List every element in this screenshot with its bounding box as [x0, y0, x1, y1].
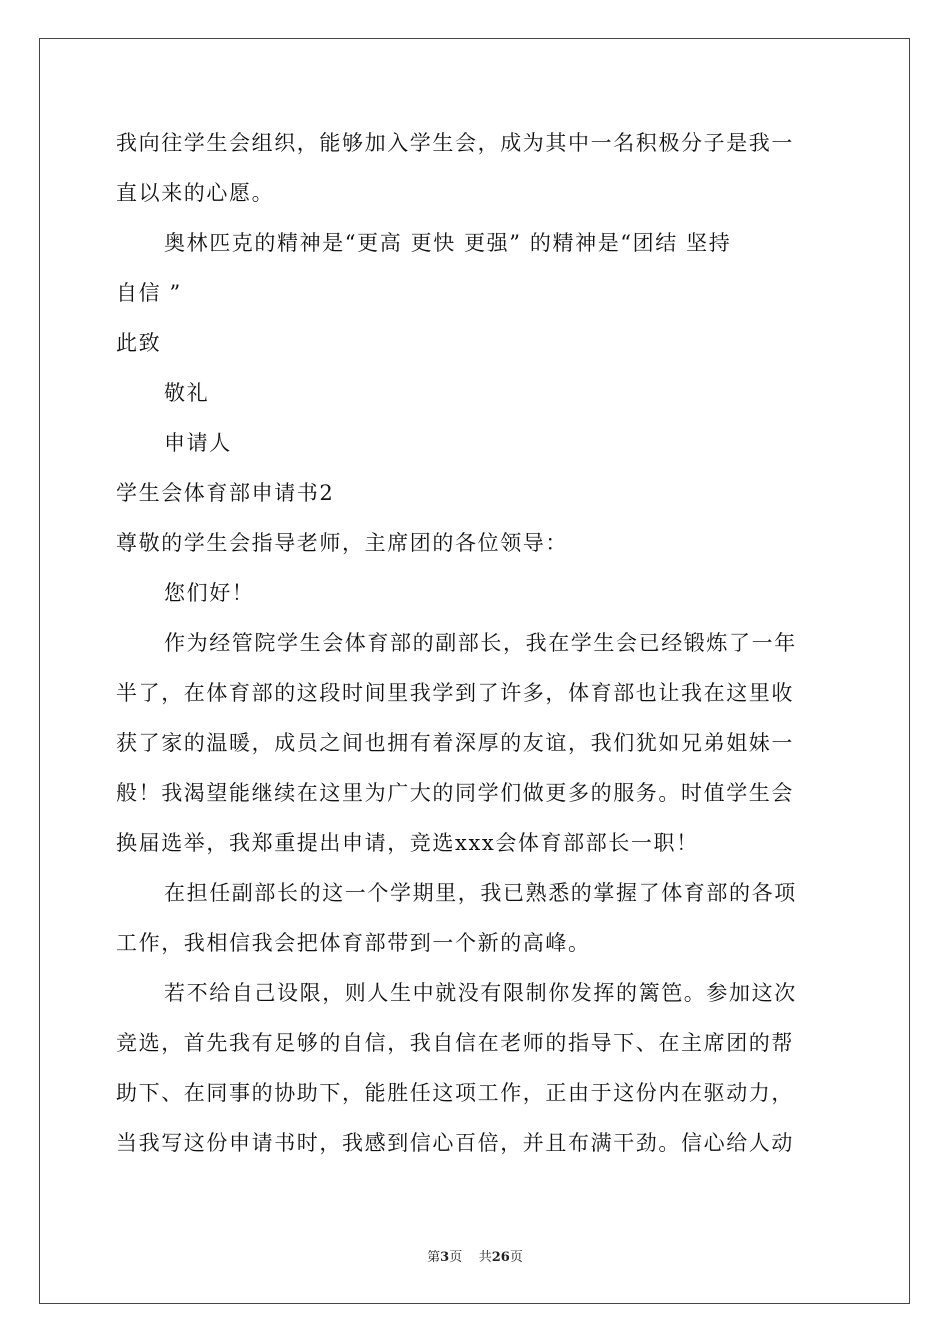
text-line: 获了家的温暖，成员之间也拥有着深厚的友谊，我们犹如兄弟姐妹一 [116, 731, 794, 755]
section-title: 学生会体育部申请书2 [116, 481, 335, 505]
greeting-line: 尊敬的学生会指导老师，主席团的各位领导： [116, 531, 568, 555]
text-line: 般！我渴望能继续在这里为广大的同学们做更多的服务。时值学生会 [116, 781, 794, 805]
document-body [116, 118, 832, 1168]
text-line: 若不给自己设限，则人生中就没有限制你发挥的篱笆。参加这次 [164, 981, 797, 1005]
text-line: 竞选，首先我有足够的自信，我自信在老师的指导下、在主席团的帮 [116, 1031, 794, 1055]
page-current: 3 [440, 1250, 450, 1265]
total-count: 26 [491, 1250, 510, 1265]
text-line: 在担任副部长的这一个学期里，我已熟悉的掌握了体育部的各项 [164, 881, 797, 905]
text-line: 半了，在体育部的这段时间里我学到了许多，体育部也让我在这里收 [116, 681, 794, 705]
greeting-hello: 您们好！ [164, 581, 255, 605]
page-prefix: 第 [427, 1250, 441, 1265]
page-total [479, 1246, 523, 1265]
page-number [427, 1246, 462, 1265]
closing-regards: 敬礼 [164, 381, 210, 405]
text-line: 工作，我相信我会把体育部带到一个新的高峰。 [116, 931, 591, 955]
text-line: 自信 ” [116, 281, 182, 305]
text-line: 我向往学生会组织，能够加入学生会，成为其中一名积极分子是我一 [116, 131, 794, 155]
text-line: 换届选举，我郑重提出申请，竞选xxx会体育部部长一职！ [116, 831, 699, 855]
text-line: 助下、在同事的协助下，能胜任这项工作，正由于这份内在驱动力， [116, 1081, 794, 1105]
text-line: 奥林匹克的精神是“更高 更快 更强” 的精神是“团结 坚持 [164, 231, 732, 255]
closing-salutation: 此致 [116, 331, 162, 355]
total-prefix: 共 [478, 1250, 492, 1265]
text-line: 直以来的心愿。 [116, 181, 275, 205]
text-line: 当我写这份申请书时，我感到信心百倍，并且布满干劲。信心给人动 [116, 1131, 794, 1155]
total-suffix: 页 [509, 1250, 523, 1265]
page-footer [0, 1246, 950, 1265]
applicant-label: 申请人 [164, 431, 232, 455]
page-suffix: 页 [449, 1250, 463, 1265]
text-line: 作为经管院学生会体育部的副部长，我在学生会已经锻炼了一年 [164, 631, 797, 655]
